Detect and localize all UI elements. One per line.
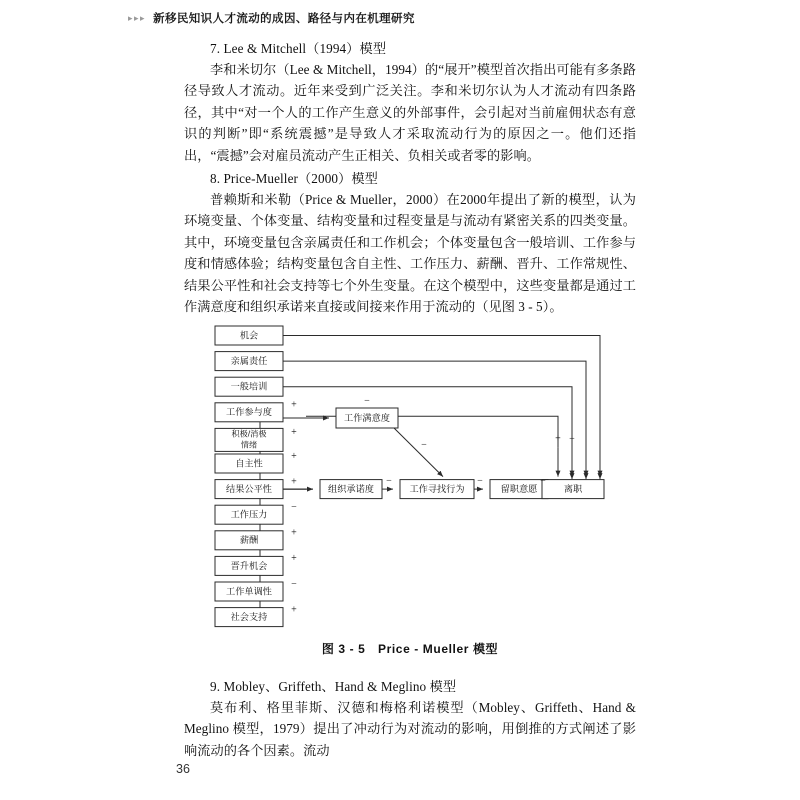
svg-text:离职: 离职 (563, 484, 583, 495)
svg-text:+: + (291, 604, 297, 616)
svg-text:+: + (291, 427, 297, 439)
svg-text:一般培训: 一般培训 (230, 381, 268, 392)
section-price-mueller (184, 168, 636, 317)
diagram-connectors (260, 336, 600, 618)
svg-text:工作满意度: 工作满意度 (344, 412, 390, 423)
svg-text:−: − (569, 433, 575, 445)
svg-text:+: + (291, 450, 297, 462)
section-mobley (184, 676, 636, 761)
svg-text:−: − (421, 439, 427, 451)
node-4 (215, 403, 283, 422)
node-6 (215, 454, 283, 473)
node-10 (215, 556, 283, 575)
svg-text:留职意愿: 留职意愿 (500, 484, 538, 495)
svg-text:晋升机会: 晋升机会 (230, 560, 268, 571)
svg-text:工作参与度: 工作参与度 (226, 407, 272, 418)
svg-text:+: + (291, 399, 297, 411)
section-lee-mitchell (184, 38, 636, 166)
node-5 (215, 428, 283, 451)
svg-text:−: − (477, 475, 483, 487)
section-heading-lee: 7. Lee & Mitchell（1994）模型 (210, 41, 387, 56)
node-2 (215, 352, 283, 371)
svg-text:−: − (291, 578, 297, 590)
running-header (128, 10, 688, 26)
node-3 (215, 377, 283, 396)
page-number: 36 (176, 762, 190, 776)
svg-text:亲属责任: 亲属责任 (230, 356, 268, 367)
node-chain-2 (400, 480, 474, 499)
figure-price-mueller-model (190, 322, 610, 640)
svg-text:工作寻找行为: 工作寻找行为 (409, 484, 465, 495)
svg-text:机会: 机会 (239, 330, 259, 341)
header-title: 新移民知识人才流动的成因、路径与内在机理研究 (153, 13, 415, 25)
node-chain-4 (542, 480, 604, 499)
node-7 (215, 480, 283, 499)
section-body-price: 普赖斯和米勒（Price & Mueller，2000）在2000年提出了新的模型，认为环境变量、个体变量、结构变量和过程变量是与流动有紧密关系的四类变量。其中，环境变量包含亲属责任和工作机会；个体变量包含一般培训、工作参与度和情感体验；结构变量包含自主性、工作压力、薪酬、晋升、工作常规性、结果公平性和社会支持等七个外生变量。在这个模型中，这些变量都是通过工作满意度和组织承诺来直接或间接来作用于流动的（见图 3 - 5）。 (184, 192, 636, 315)
svg-text:情绪: 情绪 (240, 440, 258, 450)
svg-text:社会支持: 社会支持 (230, 612, 268, 623)
svg-text:薪酬: 薪酬 (239, 535, 259, 546)
svg-text:结果公平性: 结果公平性 (226, 484, 272, 495)
section-heading-mobley: 9. Mobley、Griffeth、Hand & Meglino 模型 (210, 679, 457, 694)
svg-text:+: + (291, 527, 297, 539)
section-body-lee: 李和米切尔（Lee & Mitchell，1994）的“展开”模型首次指出可能有多条路径导致人才流动。近年来受到广泛关注。李和米切尔认为人才流动有四条路径，其中“对一个人的工作产生意义的外部事件，会引起对当前雇佣状态有意识的判断”即“系统震撼”是导致人才采取流动行为的原因之一。他们还指出，“震撼”会对雇员流动产生正相关、负相关或者零的影响。 (184, 62, 636, 163)
svg-text:组织承诺度: 组织承诺度 (328, 484, 374, 495)
node-1 (215, 326, 283, 345)
node-job-satisfaction (336, 408, 398, 428)
svg-text:工作压力: 工作压力 (230, 509, 268, 520)
figure-caption: 图 3 - 5 Price - Mueller 模型 (321, 642, 499, 656)
header-triangle-icon: ▸▸▸ (128, 12, 147, 23)
node-12 (215, 608, 283, 627)
svg-text:+: + (555, 433, 561, 445)
section-heading-price: 8. Price-Mueller（2000）模型 (210, 171, 378, 186)
svg-text:−: − (364, 395, 370, 407)
svg-text:−: − (540, 475, 546, 487)
svg-text:自主性: 自主性 (235, 458, 263, 469)
svg-text:积极/消极: 积极/消极 (231, 429, 267, 439)
diagram-sign-labels (291, 395, 575, 615)
node-9 (215, 531, 283, 550)
svg-text:+: + (291, 553, 297, 565)
svg-text:+: + (291, 476, 297, 488)
node-chain-1 (320, 480, 382, 499)
node-11 (215, 582, 283, 601)
svg-text:−: − (291, 501, 297, 513)
svg-text:−: − (386, 475, 392, 487)
section-body-mobley: 莫布利、格里菲斯、汉德和梅格利诺模型（Mobley、Griffeth、Hand & Meglino 模型，1979）提出了冲动行为对流动的影响，用倒推的方式阐述了影响流动的各个因素。流动 (184, 700, 636, 758)
figure-diagram-svg (190, 322, 610, 640)
node-8 (215, 505, 283, 524)
svg-text:工作单调性: 工作单调性 (226, 586, 272, 597)
